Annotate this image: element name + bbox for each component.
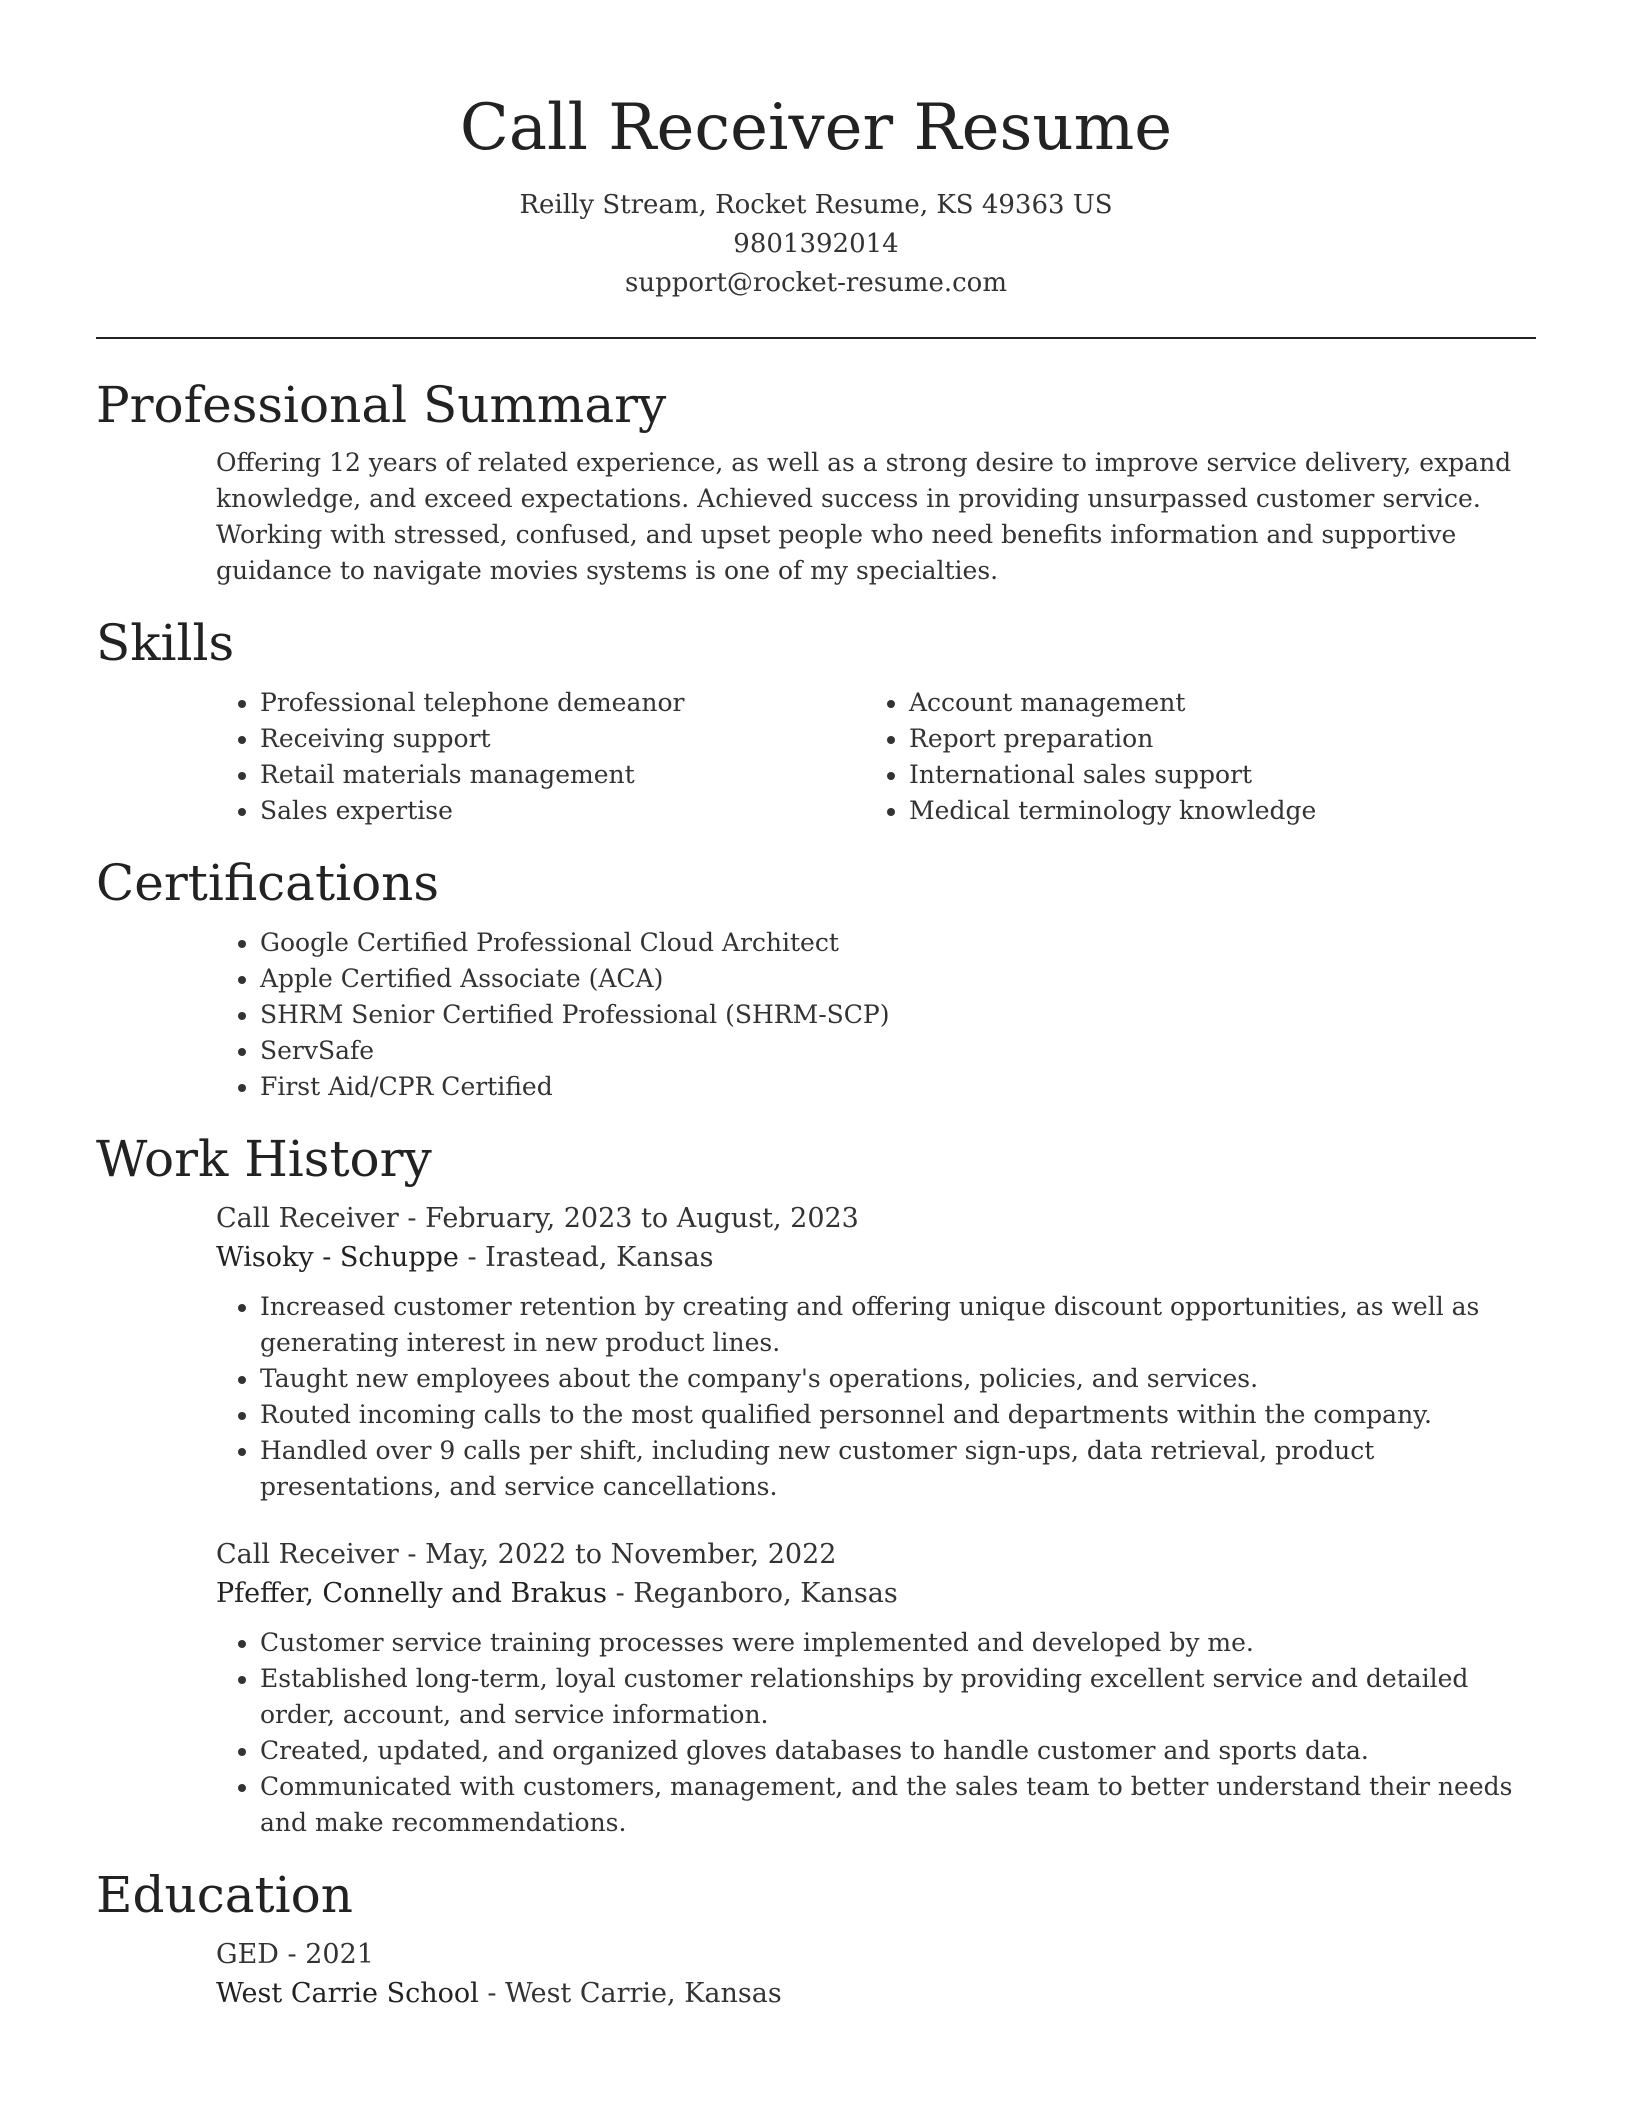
- summary-section: [96, 375, 1536, 589]
- job-bullets: [216, 1625, 1536, 1841]
- header-divider: [96, 337, 1536, 339]
- list-item: • Handled over 9 calls per shift, including new customer sign-ups, data retrieval, product presentations, and service cancellations.: [260, 1433, 1536, 1505]
- contact-email: support@rocket-resume.com: [624, 268, 1007, 298]
- skills-heading: Skills: [96, 614, 235, 672]
- contact-phone: 9801392014: [733, 229, 899, 259]
- job-heading: Call Receiver - February, 2023 to August, 2023: [216, 1203, 859, 1234]
- company-name: Wisoky - Schuppe: [216, 1242, 459, 1273]
- list-item: • Report preparation: [909, 721, 1514, 757]
- job-entry: [216, 1535, 1536, 1841]
- list-item: • SHRM Senior Certified Professional (SHRM-SCP): [260, 997, 1536, 1033]
- list-item: • Apple Certified Associate (ACA): [260, 961, 1536, 997]
- school-location: - West Carrie, Kansas: [478, 1978, 782, 2009]
- job-bullets: [216, 1289, 1536, 1505]
- resume-title: Call Receiver Resume: [459, 91, 1173, 165]
- list-item: • Professional telephone demeanor: [260, 685, 865, 721]
- list-item: • Customer service training processes were implemented and developed by me.: [260, 1625, 1536, 1661]
- list-item: • Established long-term, loyal customer relationships by providing excellent service and detailed order, account, and service information.: [260, 1661, 1536, 1733]
- summary-text: Offering 12 years of related experience, as well as a strong desire to improve service delivery, expand knowledge, and exceed expectations. Achieved success in providing unsurpassed customer service. Working with stressed, confused, and upset people who need benefits information and supportive guidance to navigate movies systems is one of my specialties.: [216, 448, 1512, 585]
- company-location: - Reganboro, Kansas: [607, 1578, 898, 1609]
- company-name: Pfeffer, Connelly and Brakus: [216, 1578, 607, 1609]
- certifications-section: [96, 853, 1536, 1105]
- resume-header: [96, 0, 1536, 303]
- certifications-heading: Certifications: [96, 854, 440, 912]
- work-section: [96, 1129, 1536, 1841]
- education-entry: [216, 1935, 1536, 2013]
- list-item: • Increased customer retention by creating and offering unique discount opportunities, as well as generating interest in new product lines.: [260, 1289, 1536, 1361]
- list-item: • International sales support: [909, 757, 1514, 793]
- certifications-list: [216, 925, 1536, 1105]
- list-item: • Retail materials management: [260, 757, 865, 793]
- job-heading: Call Receiver - May, 2022 to November, 2022: [216, 1539, 837, 1570]
- education-section: [96, 1865, 1536, 2013]
- skills-columns: [216, 685, 1536, 829]
- list-item: • Communicated with customers, management, and the sales team to better understand their needs and make recommendations.: [260, 1769, 1536, 1841]
- contact-block: [96, 186, 1536, 303]
- skills-list-left: [216, 685, 865, 829]
- list-item: • Taught new employees about the company's operations, policies, and services.: [260, 1361, 1536, 1397]
- education-school-line: [216, 1974, 1536, 2013]
- list-item: • First Aid/CPR Certified: [260, 1069, 1536, 1105]
- education-heading: Education: [96, 1866, 353, 1924]
- education-degree: GED - 2021: [216, 1939, 374, 1970]
- contact-address: Reilly Stream, Rocket Resume, KS 49363 US: [519, 190, 1113, 220]
- list-item: • Google Certified Professional Cloud Architect: [260, 925, 1536, 961]
- skills-list-right: [865, 685, 1514, 829]
- company-location: - Irastead, Kansas: [458, 1242, 714, 1273]
- summary-heading: Professional Summary: [96, 376, 667, 434]
- job-company-line: [216, 1574, 1536, 1613]
- list-item: • Account management: [909, 685, 1514, 721]
- school-name: West Carrie School: [216, 1978, 479, 2009]
- resume-page: [96, 0, 1536, 2013]
- list-item: • Routed incoming calls to the most qualified personnel and departments within the company.: [260, 1397, 1536, 1433]
- list-item: • Created, updated, and organized gloves databases to handle customer and sports data.: [260, 1733, 1536, 1769]
- job-company-line: [216, 1238, 1536, 1277]
- skills-section: [96, 613, 1536, 829]
- work-heading: Work History: [96, 1130, 432, 1188]
- list-item: • Sales expertise: [260, 793, 865, 829]
- list-item: • ServSafe: [260, 1033, 1536, 1069]
- certifications-body: [216, 925, 1536, 1105]
- list-item: • Receiving support: [260, 721, 865, 757]
- job-entry: [216, 1199, 1536, 1505]
- list-item: • Medical terminology knowledge: [909, 793, 1514, 829]
